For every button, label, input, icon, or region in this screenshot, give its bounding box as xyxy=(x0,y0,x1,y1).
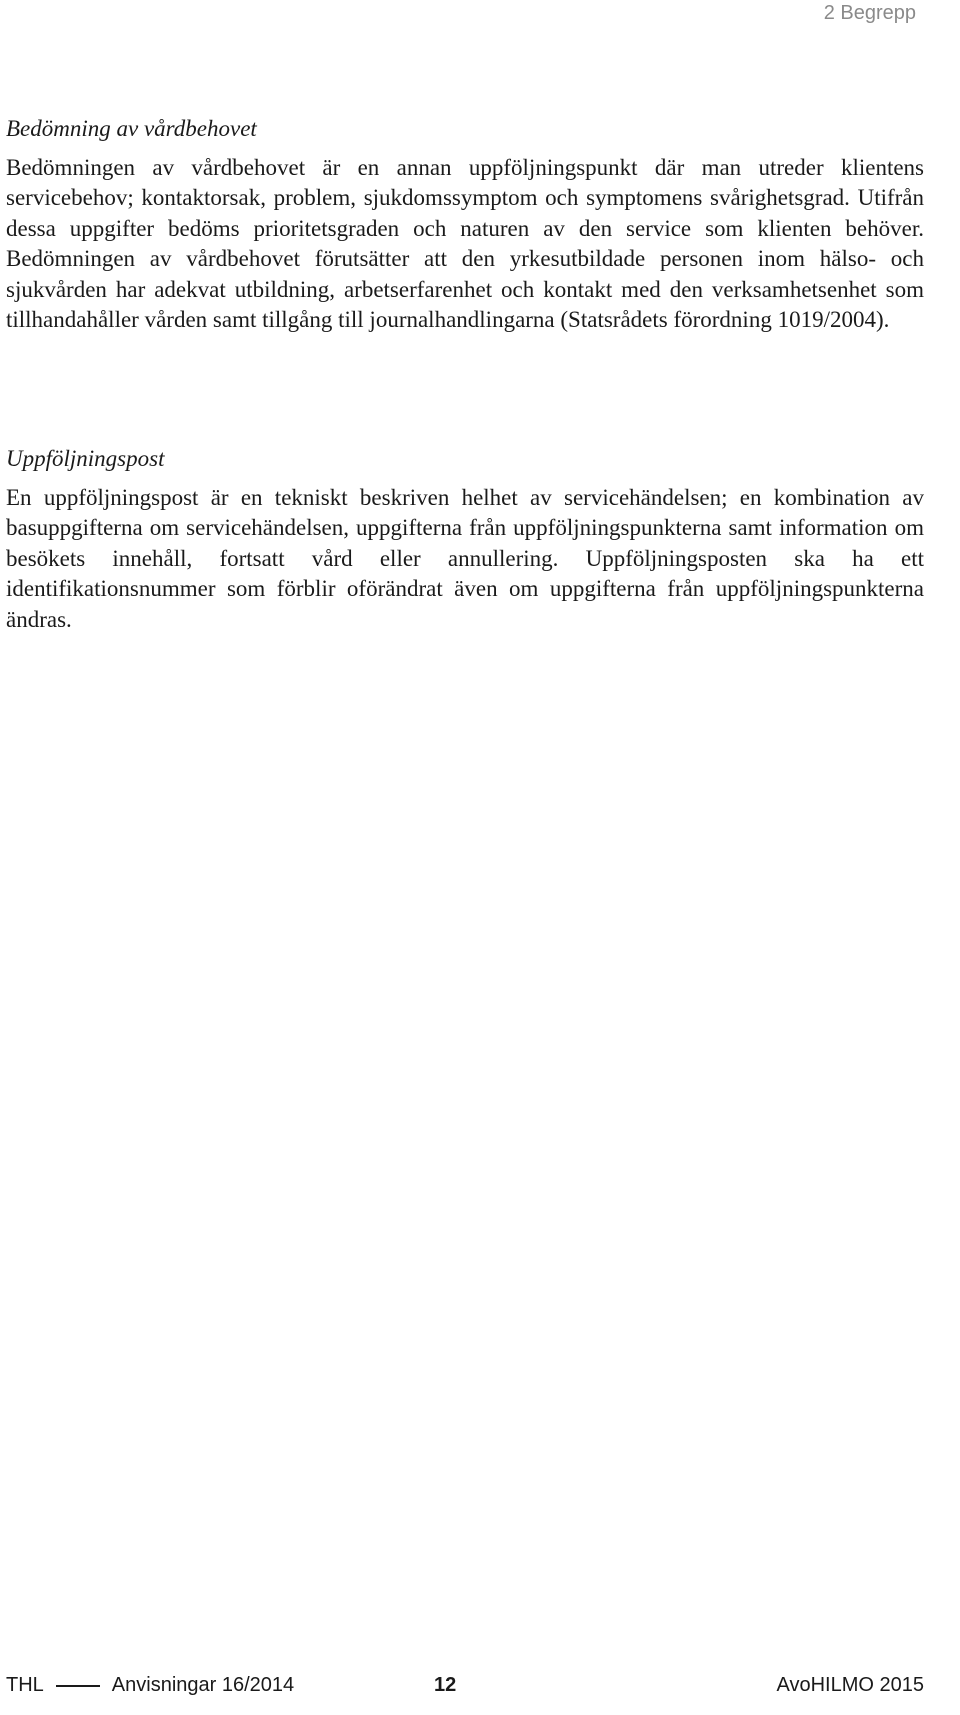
section-uppfoljningspost xyxy=(6,444,924,635)
section-heading: Uppföljningspost xyxy=(6,446,165,471)
page-number: 12 xyxy=(434,1674,457,1696)
footer-org: THL xyxy=(6,1674,44,1696)
footer-dash-divider xyxy=(56,1685,100,1687)
footer-publication-title: Anvisningar 16/2014 xyxy=(111,1674,295,1696)
footer-publication xyxy=(6,1674,294,1697)
section-paragraph: Bedömningen av vårdbehovet är en annan uppföljningspunkt där man utreder klientens servicebehov; kontaktorsak, problem, sjukdomssymptom och symptomens svårighetsgrad. Utifrån dessa uppgifter bedöms prioritetsgraden och naturen av den service som klienten behöver. Bedömningen av vårdbehovet förutsätter att den yrkesutbildade personen inom hälso- och sjukvården har adekvat utbildning, arbetserfarenhet och kontakt med den verksamhetsenhet som tillhandahåller vården samt tillgång till journalhandlingarna (Statsrådets förordning 1019/2004). xyxy=(6,154,924,332)
footer-document-title: AvoHILMO 2015 xyxy=(776,1674,924,1696)
section-paragraph: En uppföljningspost är en tekniskt beskriven helhet av servicehändelsen; en kombination av basuppgifterna om servicehändelsen, uppgifterna från uppföljningspunkterna samt information om besökets innehåll, fortsatt vård eller annullering. Uppföljningsposten ska ha ett identifikationsnummer som förblir oförändrat även om uppgifterna från uppföljningspunkterna ändras. xyxy=(6,484,924,632)
section-heading: Bedömning av vårdbehovet xyxy=(6,116,257,141)
running-header: 2 Begrepp xyxy=(823,2,916,24)
page-footer xyxy=(6,1674,924,1702)
section-vardbehov xyxy=(6,114,924,336)
